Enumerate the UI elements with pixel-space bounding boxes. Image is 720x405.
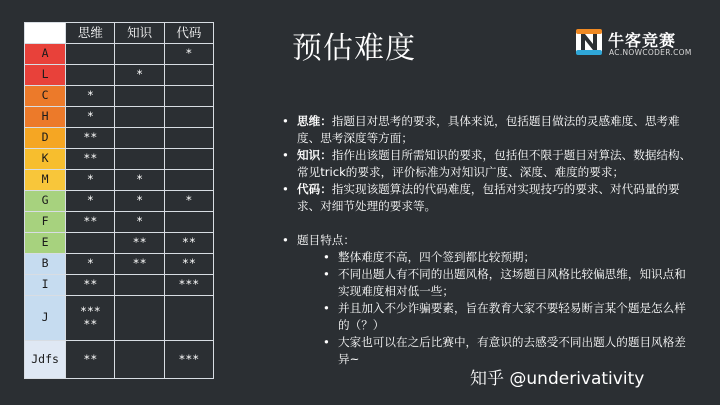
table-row bbox=[25, 233, 214, 254]
table-row bbox=[25, 341, 214, 379]
rating-knowledge bbox=[115, 149, 164, 170]
problem-label: D bbox=[25, 128, 66, 149]
rating-thinking: *** ** bbox=[66, 296, 115, 341]
rating-thinking bbox=[66, 233, 115, 254]
rating-thinking: ** bbox=[66, 212, 115, 233]
problem-label: G bbox=[25, 191, 66, 212]
problem-label: J bbox=[25, 296, 66, 341]
table-row bbox=[25, 86, 214, 107]
rating-knowledge bbox=[115, 44, 164, 65]
feature-item: • 大家也可以在之后比赛中，有意识的去感受不同出题人的题目风格差异~ bbox=[317, 334, 696, 368]
rating-knowledge bbox=[115, 107, 164, 128]
features-list bbox=[297, 249, 696, 368]
rating-code bbox=[164, 86, 213, 107]
criteria-text: 指题目对思考的要求，具体来说，包括题目做法的灵感难度、思考难度、思考深度等方面； bbox=[297, 114, 680, 145]
problem-label: A bbox=[25, 44, 66, 65]
table-row bbox=[25, 275, 214, 296]
header-thinking: 思维 bbox=[66, 23, 115, 44]
rating-thinking: * bbox=[66, 191, 115, 212]
table-row bbox=[25, 107, 214, 128]
rating-knowledge: * bbox=[115, 65, 164, 86]
description-content bbox=[276, 113, 696, 368]
rating-thinking: * bbox=[66, 107, 115, 128]
feature-item: • 整体难度不高，四个签到都比较预期； bbox=[317, 249, 696, 266]
nowcoder-logo bbox=[576, 28, 704, 62]
problem-label: K bbox=[25, 149, 66, 170]
criteria-keyword: 代码： bbox=[297, 182, 332, 196]
header-code: 代码 bbox=[164, 23, 213, 44]
problem-label: H bbox=[25, 107, 66, 128]
rating-thinking: ** bbox=[66, 149, 115, 170]
feature-item: • 并且加入不少诈骗要素，旨在教育大家不要轻易断言某个题是怎么样的（？） bbox=[317, 300, 696, 334]
rating-code: * bbox=[164, 44, 213, 65]
logo-name: 牛客竞赛 bbox=[608, 31, 677, 50]
rating-code: *** bbox=[164, 275, 213, 296]
criteria-keyword: 知识： bbox=[297, 148, 332, 162]
table-row bbox=[25, 212, 214, 233]
problem-label: C bbox=[25, 86, 66, 107]
rating-knowledge bbox=[115, 341, 164, 379]
table-body bbox=[25, 44, 214, 379]
criteria-item-knowledge bbox=[276, 147, 696, 181]
problem-label: I bbox=[25, 275, 66, 296]
criteria-keyword: 思维： bbox=[297, 114, 332, 128]
table-row bbox=[25, 254, 214, 275]
problem-label: B bbox=[25, 254, 66, 275]
rating-code bbox=[164, 170, 213, 191]
rating-thinking: * bbox=[66, 86, 115, 107]
feature-item: • 不同出题人有不同的出题风格，这场题目风格比较偏思维，知识点和实现难度相对低一些； bbox=[317, 266, 696, 300]
table-row bbox=[25, 44, 214, 65]
rating-thinking bbox=[66, 44, 115, 65]
page-title: 预估难度 bbox=[292, 31, 416, 66]
table-row bbox=[25, 65, 214, 86]
rating-code: ** bbox=[164, 233, 213, 254]
rating-thinking: ** bbox=[66, 128, 115, 149]
problem-label: Jdfs bbox=[25, 341, 66, 379]
rating-code: ** bbox=[164, 254, 213, 275]
rating-code: * bbox=[164, 191, 213, 212]
rating-code bbox=[164, 296, 213, 341]
rating-knowledge: ** bbox=[115, 254, 164, 275]
criteria-item-thinking bbox=[276, 113, 696, 147]
rating-code bbox=[164, 149, 213, 170]
criteria-list bbox=[276, 113, 696, 368]
rating-code: *** bbox=[164, 341, 213, 379]
rating-code bbox=[164, 107, 213, 128]
table-row bbox=[25, 149, 214, 170]
rating-knowledge bbox=[115, 128, 164, 149]
criteria-item-code bbox=[276, 181, 696, 215]
difficulty-table bbox=[24, 22, 214, 379]
rating-thinking: ** bbox=[66, 275, 115, 296]
rating-code bbox=[164, 65, 213, 86]
rating-knowledge bbox=[115, 275, 164, 296]
rating-code bbox=[164, 128, 213, 149]
features-item bbox=[276, 232, 696, 368]
table-row bbox=[25, 191, 214, 212]
table-row bbox=[25, 170, 214, 191]
logo-url: AC.NOWCODER.COM bbox=[609, 48, 692, 57]
rating-knowledge: * bbox=[115, 191, 164, 212]
rating-knowledge: * bbox=[115, 212, 164, 233]
problem-label: F bbox=[25, 212, 66, 233]
rating-code bbox=[164, 212, 213, 233]
rating-knowledge bbox=[115, 86, 164, 107]
features-title: 题目特点： bbox=[297, 233, 355, 247]
table-row bbox=[25, 128, 214, 149]
rating-thinking: ** bbox=[66, 341, 115, 379]
criteria-text: 指作出该题目所需知识的要求，包括但不限于题目对算法、数据结构、常见trick的要求，评价标准为对知识广度、深度、难度的要求； bbox=[297, 148, 692, 179]
table-corner bbox=[25, 23, 66, 44]
rating-knowledge bbox=[115, 296, 164, 341]
rating-knowledge: ** bbox=[115, 233, 164, 254]
rating-thinking: * bbox=[66, 170, 115, 191]
zhihu-watermark: 知乎 @underivativity bbox=[470, 369, 645, 389]
criteria-text: 指实现该题算法的代码难度，包括对实现技巧的要求、对代码量的要求、对细节处理的要求等。 bbox=[297, 182, 680, 213]
rating-knowledge: * bbox=[115, 170, 164, 191]
problem-label: E bbox=[25, 233, 66, 254]
rating-thinking: * bbox=[66, 254, 115, 275]
problem-label: M bbox=[25, 170, 66, 191]
nowcoder-logo-icon bbox=[576, 29, 602, 55]
header-knowledge: 知识 bbox=[115, 23, 164, 44]
table-header-row bbox=[25, 23, 214, 44]
problem-label: L bbox=[25, 65, 66, 86]
rating-thinking bbox=[66, 65, 115, 86]
table-row bbox=[25, 296, 214, 341]
